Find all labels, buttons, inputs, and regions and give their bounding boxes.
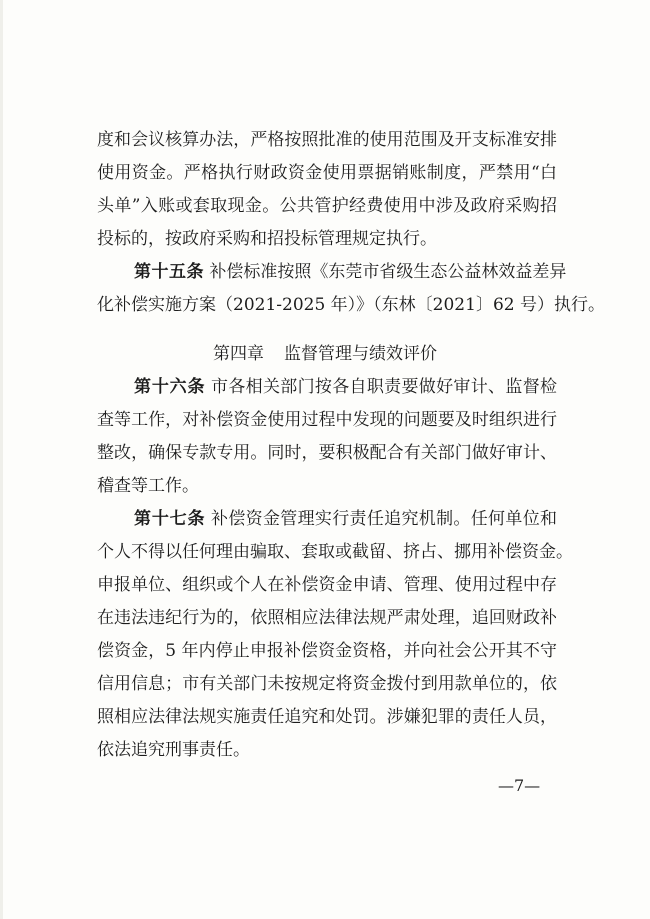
article-16-line-4: 稽查等工作。 — [97, 476, 199, 496]
article-16-line-3: 整改，确保专款专用。同时，要积极配合有关部门做好审计、 — [97, 443, 557, 463]
article-15-line-2: 化补偿实施方案（2021-2025 年）》（东林〔2021〕62 号）执行。 — [97, 295, 605, 315]
article-17-line-4: 在违法违纪行为的，依照相应法律法规严肃处理，追回财政补 — [97, 608, 557, 628]
article-16-line-1 — [134, 377, 557, 397]
article-15-text: 补偿标准按照《东莞市省级生态公益林效益差异 — [209, 262, 567, 282]
article-17-line-7: 照相应法律法规实施责任追究和处罚。涉嫌犯罪的责任人员， — [97, 707, 557, 727]
article-17-line-6: 信用信息；市有关部门未按规定将资金拨付到用款单位的，依 — [97, 674, 557, 694]
article-15-label: 第十五条 — [134, 262, 204, 282]
article-17-line-8: 依法追究刑事责任。 — [97, 740, 250, 760]
chapter-number: 第四章 — [213, 344, 264, 364]
chapter-title: 监督管理与绩效评价 — [284, 344, 437, 364]
paragraph-1-line-1: 度和会议核算办法，严格按照批准的使用范围及开支标准安排 — [97, 130, 557, 150]
article-17-label: 第十七条 — [134, 509, 206, 529]
page-number: —7— — [498, 776, 541, 795]
article-17-line-2: 个人不得以任何理由骗取、套取或截留、挤占、挪用补偿资金。 — [97, 542, 573, 562]
article-17-line-1 — [134, 509, 557, 529]
article-16-label: 第十六条 — [134, 377, 206, 397]
article-16-line-2: 查等工作，对补偿资金使用过程中发现的问题要及时组织进行 — [97, 410, 557, 430]
paragraph-1-line-3: 头单”入账或套取现金。公共管护经费使用中涉及政府采购招 — [97, 196, 557, 216]
chapter-heading — [0, 344, 650, 364]
article-17-line-3: 申报单位、组织或个人在补偿资金申请、管理、使用过程中存 — [97, 575, 557, 595]
article-15-line-1 — [134, 262, 567, 282]
article-16-text: 市各相关部门按各自职责要做好审计、监督检 — [211, 377, 558, 397]
scan-edge — [0, 0, 3, 919]
article-17-line-5: 偿资金，5 年内停止申报补偿资金资格，并向社会公开其不守 — [97, 641, 557, 661]
paragraph-1-line-4: 投标的，按政府采购和招投标管理规定执行。 — [97, 229, 437, 249]
article-17-text: 补偿资金管理实行责任追究机制。任何单位和 — [211, 509, 558, 529]
paragraph-1-line-2: 使用资金。严格执行财政资金使用票据销账制度，严禁用“白 — [97, 163, 557, 183]
